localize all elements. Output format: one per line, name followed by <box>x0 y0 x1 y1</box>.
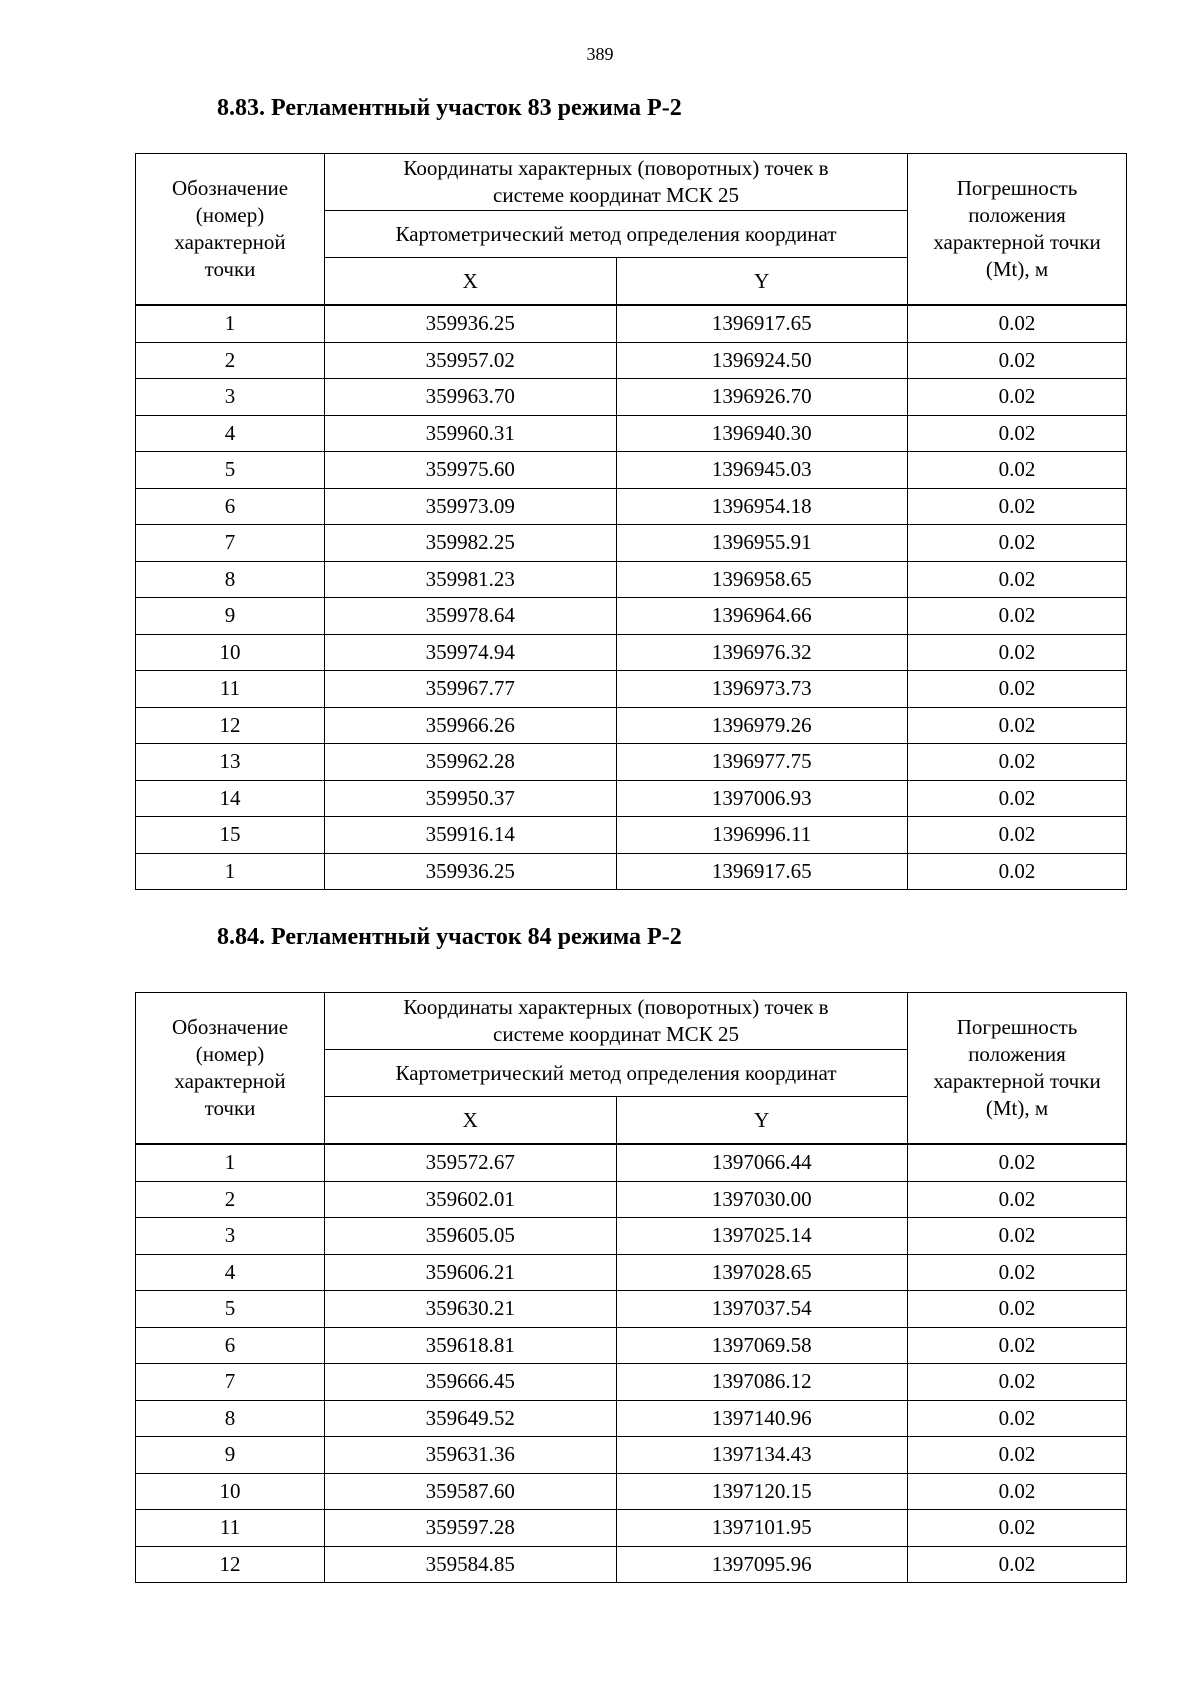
y-coordinate-cell: 1397134.43 <box>616 1437 908 1474</box>
x-coordinate-cell: 359936.25 <box>325 305 617 342</box>
error-cell: 0.02 <box>908 305 1127 342</box>
y-coordinate-cell: 1397037.54 <box>616 1291 908 1328</box>
error-cell: 0.02 <box>908 1473 1127 1510</box>
point-number-cell: 8 <box>136 1400 325 1437</box>
point-number-cell: 7 <box>136 1364 325 1401</box>
table-row <box>136 1437 1127 1474</box>
x-coordinate-cell: 359973.09 <box>325 488 617 525</box>
x-coordinate-cell: 359978.64 <box>325 598 617 635</box>
x-coordinate-cell: 359587.60 <box>325 1473 617 1510</box>
point-number-cell: 6 <box>136 488 325 525</box>
x-coordinate-cell: 359630.21 <box>325 1291 617 1328</box>
y-coordinate-cell: 1397030.00 <box>616 1181 908 1218</box>
header-error: Погрешность положения характерной точки (Mt), м <box>908 154 1127 306</box>
x-coordinate-cell: 359602.01 <box>325 1181 617 1218</box>
table-row <box>136 379 1127 416</box>
error-cell: 0.02 <box>908 1144 1127 1181</box>
point-number-cell: 3 <box>136 379 325 416</box>
table-row <box>136 1327 1127 1364</box>
x-coordinate-cell: 359975.60 <box>325 452 617 489</box>
y-coordinate-cell: 1397006.93 <box>616 780 908 817</box>
table-row <box>136 561 1127 598</box>
y-coordinate-cell: 1396924.50 <box>616 342 908 379</box>
point-number-cell: 4 <box>136 1254 325 1291</box>
table-row <box>136 342 1127 379</box>
y-coordinate-cell: 1397066.44 <box>616 1144 908 1181</box>
table-row <box>136 707 1127 744</box>
error-cell: 0.02 <box>908 525 1127 562</box>
table-row <box>136 452 1127 489</box>
table-row <box>136 671 1127 708</box>
error-cell: 0.02 <box>908 780 1127 817</box>
y-coordinate-cell: 1397086.12 <box>616 1364 908 1401</box>
point-number-cell: 5 <box>136 452 325 489</box>
table-row <box>136 488 1127 525</box>
table-row <box>136 780 1127 817</box>
error-cell: 0.02 <box>908 452 1127 489</box>
error-cell: 0.02 <box>908 744 1127 781</box>
error-cell: 0.02 <box>908 817 1127 854</box>
point-number-cell: 3 <box>136 1218 325 1255</box>
point-number-cell: 13 <box>136 744 325 781</box>
table-row <box>136 1218 1127 1255</box>
table-row <box>136 1291 1127 1328</box>
x-coordinate-cell: 359916.14 <box>325 817 617 854</box>
error-cell: 0.02 <box>908 1291 1127 1328</box>
point-number-cell: 1 <box>136 1144 325 1181</box>
y-coordinate-cell: 1397140.96 <box>616 1400 908 1437</box>
y-coordinate-cell: 1397120.15 <box>616 1473 908 1510</box>
point-number-cell: 10 <box>136 634 325 671</box>
table-row <box>136 1400 1127 1437</box>
header-x: X <box>325 258 617 306</box>
error-cell: 0.02 <box>908 853 1127 890</box>
point-number-cell: 2 <box>136 342 325 379</box>
table-row <box>136 1254 1127 1291</box>
point-number-cell: 1 <box>136 853 325 890</box>
table-row <box>136 744 1127 781</box>
point-number-cell: 1 <box>136 305 325 342</box>
y-coordinate-cell: 1397095.96 <box>616 1546 908 1583</box>
x-coordinate-cell: 359936.25 <box>325 853 617 890</box>
error-cell: 0.02 <box>908 598 1127 635</box>
x-coordinate-cell: 359666.45 <box>325 1364 617 1401</box>
table-row <box>136 525 1127 562</box>
y-coordinate-cell: 1396926.70 <box>616 379 908 416</box>
y-coordinate-cell: 1396964.66 <box>616 598 908 635</box>
point-number-cell: 9 <box>136 1437 325 1474</box>
table-row <box>136 817 1127 854</box>
point-number-cell: 9 <box>136 598 325 635</box>
error-cell: 0.02 <box>908 1218 1127 1255</box>
point-number-cell: 11 <box>136 1510 325 1547</box>
y-coordinate-cell: 1396940.30 <box>616 415 908 452</box>
header-y: Y <box>616 258 908 306</box>
header-y: Y <box>616 1097 908 1145</box>
y-coordinate-cell: 1396977.75 <box>616 744 908 781</box>
table-row <box>136 415 1127 452</box>
y-coordinate-cell: 1396996.11 <box>616 817 908 854</box>
header-coordinates-title: Координаты характерных (поворотных) точек в системе координат МСК 25 <box>325 993 908 1050</box>
table-row <box>136 1473 1127 1510</box>
header-point-designation: Обозначение (номер) характерной точки <box>136 993 325 1145</box>
error-cell: 0.02 <box>908 1437 1127 1474</box>
point-number-cell: 12 <box>136 707 325 744</box>
y-coordinate-cell: 1396958.65 <box>616 561 908 598</box>
x-coordinate-cell: 359960.31 <box>325 415 617 452</box>
table-row <box>136 598 1127 635</box>
error-cell: 0.02 <box>908 671 1127 708</box>
error-cell: 0.02 <box>908 561 1127 598</box>
x-coordinate-cell: 359572.67 <box>325 1144 617 1181</box>
table-row <box>136 1181 1127 1218</box>
x-coordinate-cell: 359950.37 <box>325 780 617 817</box>
point-number-cell: 11 <box>136 671 325 708</box>
x-coordinate-cell: 359967.77 <box>325 671 617 708</box>
y-coordinate-cell: 1396917.65 <box>616 853 908 890</box>
x-coordinate-cell: 359957.02 <box>325 342 617 379</box>
point-number-cell: 12 <box>136 1546 325 1583</box>
y-coordinate-cell: 1396917.65 <box>616 305 908 342</box>
x-coordinate-cell: 359584.85 <box>325 1546 617 1583</box>
error-cell: 0.02 <box>908 488 1127 525</box>
y-coordinate-cell: 1396976.32 <box>616 634 908 671</box>
x-coordinate-cell: 359963.70 <box>325 379 617 416</box>
error-cell: 0.02 <box>908 707 1127 744</box>
table-row <box>136 305 1127 342</box>
point-number-cell: 6 <box>136 1327 325 1364</box>
header-method: Картометрический метод определения координат <box>325 1050 908 1097</box>
y-coordinate-cell: 1396973.73 <box>616 671 908 708</box>
x-coordinate-cell: 359631.36 <box>325 1437 617 1474</box>
point-number-cell: 2 <box>136 1181 325 1218</box>
error-cell: 0.02 <box>908 342 1127 379</box>
header-x: X <box>325 1097 617 1145</box>
error-cell: 0.02 <box>908 1400 1127 1437</box>
section-title: 8.83. Регламентный участок 83 режима Р-2 <box>217 95 682 121</box>
point-number-cell: 14 <box>136 780 325 817</box>
y-coordinate-cell: 1397101.95 <box>616 1510 908 1547</box>
x-coordinate-cell: 359649.52 <box>325 1400 617 1437</box>
error-cell: 0.02 <box>908 379 1127 416</box>
page-number: 389 <box>586 44 614 64</box>
y-coordinate-cell: 1396979.26 <box>616 707 908 744</box>
table-row <box>136 1144 1127 1181</box>
y-coordinate-cell: 1397069.58 <box>616 1327 908 1364</box>
x-coordinate-cell: 359966.26 <box>325 707 617 744</box>
y-coordinate-cell: 1396945.03 <box>616 452 908 489</box>
y-coordinate-cell: 1397025.14 <box>616 1218 908 1255</box>
table-row <box>136 1510 1127 1547</box>
coordinates-table <box>135 153 1127 890</box>
error-cell: 0.02 <box>908 1254 1127 1291</box>
error-cell: 0.02 <box>908 634 1127 671</box>
table-row <box>136 1546 1127 1583</box>
table-row <box>136 1364 1127 1401</box>
table-row <box>136 853 1127 890</box>
x-coordinate-cell: 359606.21 <box>325 1254 617 1291</box>
point-number-cell: 10 <box>136 1473 325 1510</box>
error-cell: 0.02 <box>908 1364 1127 1401</box>
x-coordinate-cell: 359962.28 <box>325 744 617 781</box>
x-coordinate-cell: 359597.28 <box>325 1510 617 1547</box>
section-title: 8.84. Регламентный участок 84 режима Р-2 <box>217 924 682 950</box>
point-number-cell: 5 <box>136 1291 325 1328</box>
x-coordinate-cell: 359982.25 <box>325 525 617 562</box>
header-point-designation: Обозначение (номер) характерной точки <box>136 154 325 306</box>
header-coordinates-title: Координаты характерных (поворотных) точек в системе координат МСК 25 <box>325 154 908 211</box>
error-cell: 0.02 <box>908 1546 1127 1583</box>
point-number-cell: 15 <box>136 817 325 854</box>
error-cell: 0.02 <box>908 1181 1127 1218</box>
coordinates-table <box>135 992 1127 1583</box>
x-coordinate-cell: 359605.05 <box>325 1218 617 1255</box>
error-cell: 0.02 <box>908 1510 1127 1547</box>
x-coordinate-cell: 359974.94 <box>325 634 617 671</box>
header-error: Погрешность положения характерной точки (Mt), м <box>908 993 1127 1145</box>
point-number-cell: 8 <box>136 561 325 598</box>
error-cell: 0.02 <box>908 415 1127 452</box>
point-number-cell: 7 <box>136 525 325 562</box>
x-coordinate-cell: 359981.23 <box>325 561 617 598</box>
point-number-cell: 4 <box>136 415 325 452</box>
y-coordinate-cell: 1396954.18 <box>616 488 908 525</box>
table-row <box>136 634 1127 671</box>
y-coordinate-cell: 1397028.65 <box>616 1254 908 1291</box>
y-coordinate-cell: 1396955.91 <box>616 525 908 562</box>
header-method: Картометрический метод определения координат <box>325 211 908 258</box>
x-coordinate-cell: 359618.81 <box>325 1327 617 1364</box>
error-cell: 0.02 <box>908 1327 1127 1364</box>
